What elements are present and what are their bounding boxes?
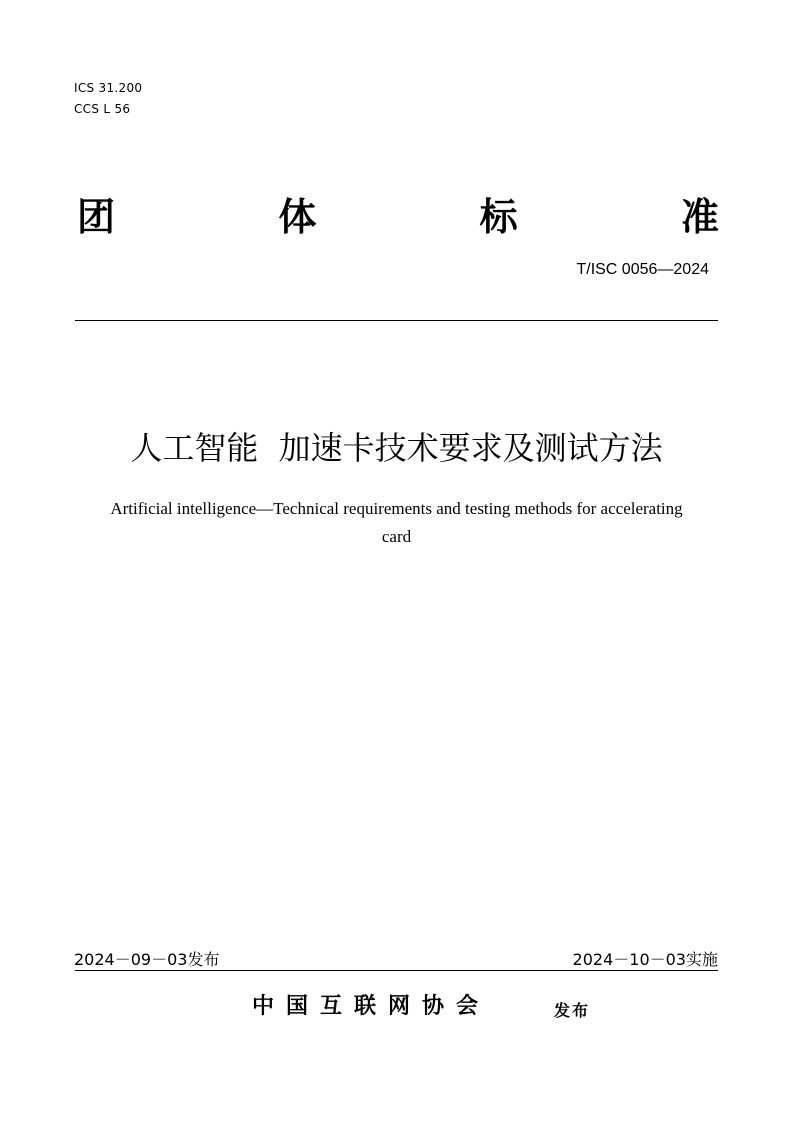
- footer-divider: [75, 970, 718, 971]
- standard-number: T/ISC 0056—2024: [576, 261, 709, 278]
- chinese-title: 人工智能 加速卡技术要求及测试方法: [130, 429, 663, 467]
- issue-date: 2024－09－03发布: [74, 950, 220, 969]
- ics-code: ICS 31.200: [74, 81, 143, 95]
- implementation-date: 2024－10－03实施: [572, 950, 718, 969]
- ccs-code: CCS L 56: [74, 102, 131, 116]
- standard-type-char: 准: [680, 195, 719, 239]
- classification-codes: [74, 78, 142, 120]
- english-title: Artificial intelligence—Technical requirements and testing methods for accelerating card: [110, 499, 683, 546]
- publisher-name: 中国互联网协会: [252, 994, 491, 1019]
- header-divider: [75, 320, 718, 321]
- standard-type-char: 团: [77, 195, 116, 239]
- standard-type-heading: [77, 192, 719, 242]
- publish-label: 发布: [554, 1001, 591, 1020]
- standard-type-char: 标: [479, 195, 518, 239]
- standard-type-char: 体: [278, 195, 317, 239]
